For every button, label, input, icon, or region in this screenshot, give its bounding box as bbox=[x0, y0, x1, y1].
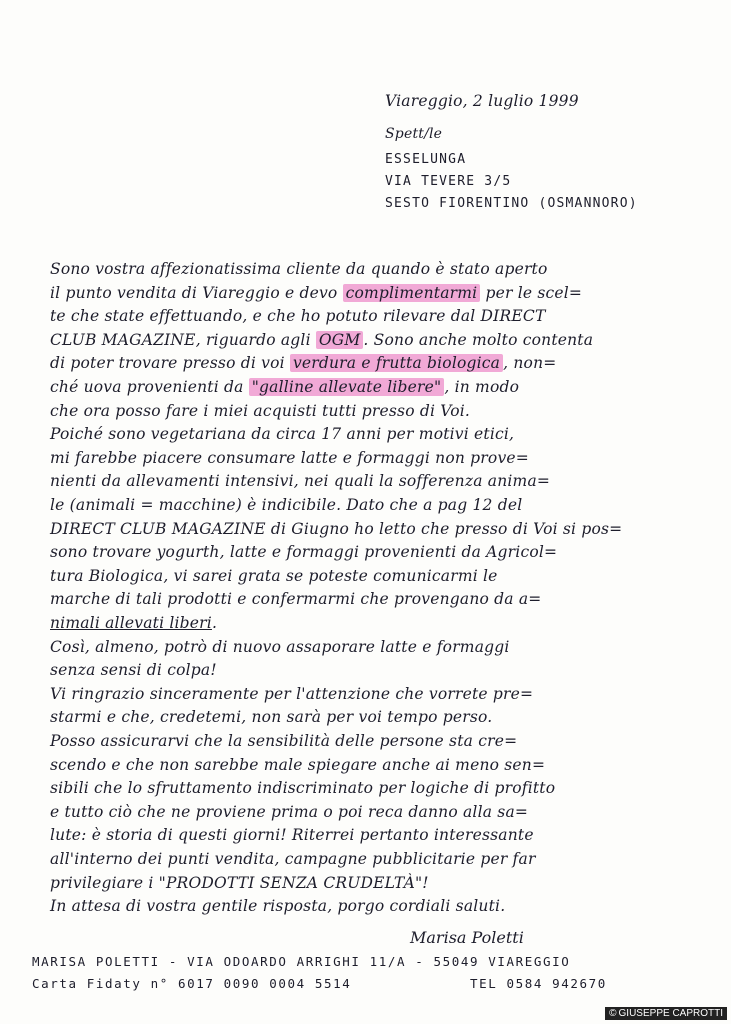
footer-phone: TEL 0584 942670 bbox=[470, 976, 607, 991]
line-text: privilegiare i "PRODOTTI SENZA CRUDELTÀ"! bbox=[50, 873, 429, 892]
line-text: In attesa di vostra gentile risposta, porgo cordiali saluti. bbox=[50, 897, 506, 916]
recipient-company: ESSELUNGA bbox=[385, 152, 467, 167]
recipient-salutation: Spett/le bbox=[385, 126, 443, 142]
line-text: te che state effettuando, e che ho potuto rilevare dal DIRECT bbox=[50, 307, 546, 326]
letter-date: Viareggio, 2 luglio 1999 bbox=[385, 92, 579, 110]
line-text: , non= bbox=[503, 354, 557, 373]
letter-line bbox=[50, 590, 542, 608]
line-text: per le scel= bbox=[480, 283, 583, 302]
line-text: starmi e che, credetemi, non sarà per voi tempo perso. bbox=[50, 708, 493, 727]
copyright-icon: © bbox=[609, 1008, 617, 1019]
letter-line bbox=[50, 472, 550, 490]
letter-line bbox=[50, 307, 545, 325]
letter-line bbox=[50, 732, 517, 750]
line-text: mi farebbe piacere consumare latte e formaggi non prove= bbox=[50, 448, 529, 467]
line-text: Sono vostra affezionatissima cliente da quando è stato aperto bbox=[50, 260, 548, 278]
line-text: scendo e che non sarebbe male spiegare anche ai meno sen= bbox=[50, 755, 546, 774]
line-text: nienti da allevamenti intensivi, nei quali la sofferenza anima= bbox=[50, 472, 551, 491]
line-text: DIRECT CLUB MAGAZINE di Giugno ho letto che presso di Voi si pos= bbox=[50, 519, 623, 538]
letter-line bbox=[50, 260, 548, 278]
letter-line bbox=[50, 614, 217, 632]
recipient-street: VIA TEVERE 3/5 bbox=[385, 174, 512, 189]
copyright-text: GIUSEPPE CAPROTTI bbox=[618, 1008, 723, 1019]
line-text: CLUB MAGAZINE, riguardo agli bbox=[50, 330, 316, 349]
letter-line bbox=[50, 567, 498, 585]
line-text: tura Biologica, vi sarei grata se poteste comunicarmi le bbox=[50, 566, 498, 585]
line-text: e tutto ciò che ne proviene prima o poi reca danno alla sa= bbox=[50, 802, 529, 821]
letter-line bbox=[50, 378, 519, 396]
line-text: Poiché sono vegetariana da circa 17 anni per motivi etici, bbox=[50, 425, 515, 444]
copyright-badge bbox=[605, 1007, 727, 1020]
letter-line bbox=[50, 496, 522, 514]
highlighted-phrase: complimentarmi bbox=[343, 284, 481, 302]
letter-line bbox=[50, 449, 529, 467]
letter-line bbox=[50, 402, 470, 420]
underlined-phrase: nimali allevati liberi bbox=[50, 614, 212, 632]
line-text: che ora posso fare i miei acquisti tutti presso di Voi. bbox=[50, 401, 471, 420]
letter-line bbox=[50, 331, 593, 349]
letter-line bbox=[50, 803, 528, 821]
footer-card: Carta Fidaty n° 6017 0090 0004 5514 bbox=[32, 976, 352, 991]
line-text: Posso assicurarvi che la sensibilità delle persone sta cre= bbox=[50, 732, 518, 750]
letter-line bbox=[50, 284, 582, 302]
line-text: senza sensi di colpa! bbox=[50, 661, 217, 680]
line-text: , in modo bbox=[444, 378, 520, 396]
letter-line bbox=[50, 638, 510, 656]
letter-line bbox=[50, 543, 557, 561]
footer-address: MARISA POLETTI - VIA ODOARDO ARRIGHI 11/A - 55049 VIAREGGIO bbox=[32, 954, 571, 969]
signature: Marisa Poletti bbox=[410, 928, 524, 947]
letter-line bbox=[50, 874, 429, 892]
letter-line bbox=[50, 661, 217, 679]
line-text: le (animali = macchine) è indicibile. Dato che a pag 12 del bbox=[50, 496, 523, 514]
line-text: Vi ringrazio sinceramente per l'attenzione che vorrete pre= bbox=[50, 684, 534, 703]
letter-line bbox=[50, 826, 534, 844]
line-text: . Sono anche molto contenta bbox=[363, 330, 594, 349]
line-text: lute: è storia di questi giorni! Riterrei pertanto interessante bbox=[50, 826, 534, 845]
line-text: sono trovare yogurth, latte e formaggi provenienti da Agricol= bbox=[50, 543, 558, 562]
line-text: di poter trovare presso di voi bbox=[50, 354, 290, 373]
line-text: . bbox=[211, 614, 218, 632]
highlighted-phrase: verdura e frutta biologica bbox=[290, 354, 503, 372]
letter-line bbox=[50, 779, 555, 797]
line-text: all'interno dei punti vendita, campagne pubblicitarie per far bbox=[50, 850, 536, 868]
line-text: Così, almeno, potrò di nuovo assaporare latte e formaggi bbox=[50, 637, 510, 656]
highlighted-phrase: OGM bbox=[316, 331, 364, 349]
recipient-city: SESTO FIORENTINO (OSMANNORO) bbox=[385, 196, 638, 211]
letter-line bbox=[50, 354, 556, 372]
letter-line bbox=[50, 897, 505, 915]
line-text: ché uova provenienti da bbox=[50, 378, 249, 396]
line-text: il punto vendita di Viareggio e devo bbox=[50, 283, 343, 302]
line-text: sibili che lo sfruttamento indiscriminato per logiche di profitto bbox=[50, 779, 556, 798]
letter-line bbox=[50, 520, 622, 538]
letter-line bbox=[50, 708, 492, 726]
highlighted-phrase: "galline allevate libere" bbox=[249, 378, 445, 396]
line-text: marche di tali prodotti e confermarmi che provengano da a= bbox=[50, 590, 542, 609]
letter-line bbox=[50, 756, 545, 774]
letter-line bbox=[50, 850, 536, 868]
letter-line bbox=[50, 685, 533, 703]
letter-line bbox=[50, 425, 514, 443]
